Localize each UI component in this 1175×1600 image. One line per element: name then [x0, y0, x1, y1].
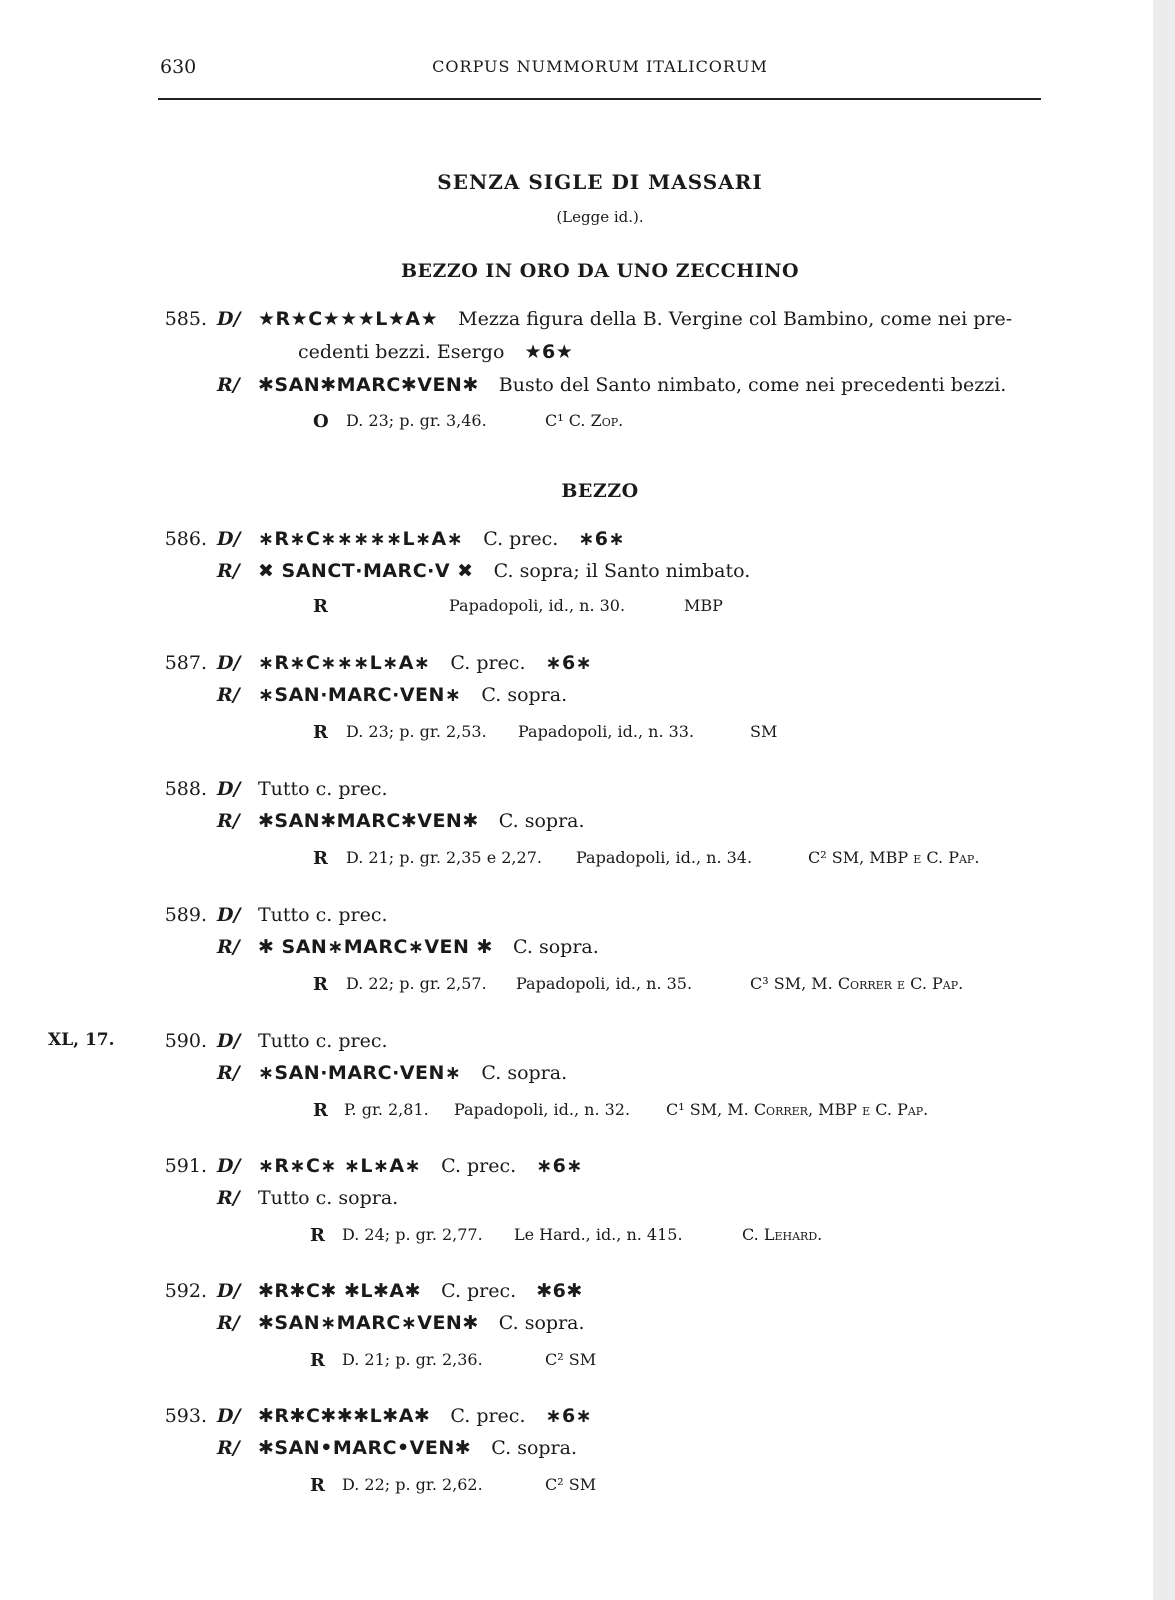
obverse-description: C. prec.	[450, 652, 526, 674]
entry-number: 586.	[164, 528, 207, 550]
reference-line	[0, 411, 1100, 437]
rarity-mark: R	[313, 596, 328, 617]
reference-line	[0, 1350, 1100, 1376]
reverse-line	[0, 1187, 1100, 1219]
reverse-legend: ✱SAN✱MARC✱VEN✱	[258, 374, 479, 396]
obverse-legend: ★R★C★★★L★A★	[258, 308, 439, 330]
obverse-line	[0, 904, 1100, 936]
exergue-legend: ∗6∗	[578, 528, 625, 550]
obverse-legend: ∗R∗C∗∗∗L∗A∗	[258, 652, 431, 674]
reference-a: D. 24; p. gr. 2,77.	[342, 1225, 483, 1244]
obverse-description: C. prec.	[441, 1280, 517, 1302]
entry-number: 590.	[164, 1030, 207, 1052]
page-edge-shadow	[1153, 0, 1175, 1600]
reverse-line	[0, 1062, 1100, 1094]
reverse-line	[0, 810, 1100, 842]
reverse-mark: R/	[217, 560, 240, 582]
reverse-mark: R/	[217, 1312, 240, 1334]
rarity-mark: O	[313, 411, 329, 432]
exergue-legend: ∗6∗	[536, 1155, 583, 1177]
obverse-mark: D/	[217, 1405, 241, 1427]
reverse-legend: ∗SAN·MARC·VEN∗	[258, 1062, 462, 1084]
obverse-description: C. prec.	[450, 1405, 526, 1427]
obverse-legend: ∗R∗C∗ ∗L∗A∗	[258, 1155, 422, 1177]
reference-a: Papadopoli, id., n. 30.	[449, 596, 626, 615]
running-title: CORPUS NUMMORUM ITALICORUM	[432, 57, 768, 76]
entry-number: 591.	[164, 1155, 207, 1177]
reference-a: D. 22; p. gr. 2,62.	[342, 1475, 483, 1494]
reverse-line	[0, 684, 1100, 716]
obverse-mark: D/	[217, 778, 241, 800]
obverse-line	[0, 1030, 1100, 1062]
obverse-legend: ∗R∗C∗∗∗∗∗L∗A∗	[258, 528, 464, 550]
reverse-legend: ✱SAN∗MARC∗VEN✱	[258, 1312, 479, 1334]
obverse-description: C. prec.	[441, 1155, 517, 1177]
entry-number: 588.	[164, 778, 207, 800]
reference-line	[0, 596, 1100, 622]
reverse-legend: ✖ SANCT·MARC·V ✖	[258, 560, 474, 582]
reference-c: C¹ SM, M. Correr, MBP e C. Pap.	[666, 1100, 929, 1119]
reference-b: C¹ C. Zop.	[545, 411, 624, 430]
reverse-line	[0, 1437, 1100, 1469]
obverse-legend: ✱R✱C✱ ✱L✱A✱	[258, 1280, 422, 1302]
obverse-line	[0, 528, 1100, 560]
page-header	[160, 56, 1040, 86]
reference-b: Papadopoli, id., n. 33.	[518, 722, 695, 741]
reference-a: P. gr. 2,81.	[344, 1100, 429, 1119]
entry-number: 592.	[164, 1280, 207, 1302]
reference-line	[0, 1475, 1100, 1501]
obverse-mark: D/	[217, 1280, 241, 1302]
reference-b: Papadopoli, id., n. 34.	[576, 848, 753, 867]
reference-c: C³ SM, M. Correr e C. Pap.	[750, 974, 964, 993]
obverse-description: Tutto c. prec.	[258, 1030, 388, 1052]
reverse-description: C. sopra.	[513, 936, 599, 958]
rarity-mark: R	[313, 848, 328, 869]
reference-b: C² SM	[545, 1350, 597, 1369]
obverse-description: Mezza figura della B. Vergine col Bambino, come nei pre-	[458, 308, 1013, 330]
reverse-line	[0, 560, 1100, 592]
reverse-description: C. sopra.	[481, 1062, 568, 1084]
reverse-mark: R/	[217, 1062, 240, 1084]
reverse-description: C. sopra.	[491, 1437, 577, 1459]
rarity-mark: R	[310, 1225, 325, 1246]
obverse-line	[0, 1405, 1100, 1437]
reference-a: D. 23; p. gr. 2,53.	[346, 722, 487, 741]
obverse-continuation	[0, 341, 1100, 373]
obverse-description: C. prec.	[483, 528, 559, 550]
obverse-mark: D/	[217, 1155, 241, 1177]
obverse-mark: D/	[217, 1030, 241, 1052]
obverse-line	[0, 1280, 1100, 1312]
section-title-bezzo-oro: BEZZO IN ORO DA UNO ZECCHINO	[400, 260, 800, 282]
reference-b: Papadopoli, id., n. 32.	[454, 1100, 631, 1119]
reverse-description: C. sopra.	[481, 684, 568, 706]
reference-c: C² SM, MBP e C. Pap.	[808, 848, 980, 867]
rarity-mark: R	[313, 722, 328, 743]
obverse-legend: ✱R✱C✱✱✱L✱A✱	[258, 1405, 431, 1427]
reference-a: D. 22; p. gr. 2,57.	[346, 974, 487, 993]
reverse-mark: R/	[217, 684, 240, 706]
obverse-description-cont: cedenti bezzi. Esergo	[298, 341, 505, 363]
exergue-legend: ∗6∗	[545, 1405, 593, 1427]
reference-c: C. Lehard.	[742, 1225, 823, 1244]
exergue-legend: ★6★	[524, 341, 574, 363]
header-rule	[158, 98, 1041, 100]
reverse-description: Busto del Santo nimbato, come nei precedenti bezzi.	[498, 374, 1007, 396]
reverse-mark: R/	[217, 1187, 240, 1209]
reference-line	[0, 1100, 1100, 1126]
entry-number: 589.	[164, 904, 207, 926]
entry-number: 593.	[164, 1405, 207, 1427]
obverse-line	[0, 778, 1100, 810]
reference-a: D. 23; p. gr. 3,46.	[346, 411, 487, 430]
rarity-mark: R	[310, 1475, 325, 1496]
section-title-bezzo: BEZZO	[561, 480, 639, 502]
exergue-legend: ✱6✱	[536, 1280, 583, 1302]
reverse-legend: ✱SAN✱MARC✱VEN✱	[258, 810, 479, 832]
obverse-mark: D/	[217, 904, 241, 926]
reverse-legend: ✱SAN•MARC•VEN✱	[258, 1437, 472, 1459]
obverse-mark: D/	[217, 652, 241, 674]
main-heading: SENZA SIGLE DI MASSARI	[437, 170, 763, 194]
obverse-mark: D/	[217, 308, 241, 330]
reference-b: Papadopoli, id., n. 35.	[516, 974, 693, 993]
law-note: (Legge id.).	[556, 208, 644, 226]
entry-number: 587.	[164, 652, 207, 674]
obverse-line	[0, 652, 1100, 684]
obverse-line	[0, 308, 1100, 340]
rarity-mark: R	[313, 1100, 328, 1121]
rarity-mark: R	[310, 1350, 325, 1371]
reverse-description: C. sopra; il Santo nimbato.	[493, 560, 751, 582]
obverse-mark: D/	[217, 528, 241, 550]
obverse-description: Tutto c. prec.	[258, 778, 388, 800]
reverse-description: Tutto c. sopra.	[258, 1187, 399, 1209]
reference-a: D. 21; p. gr. 2,35 e 2,27.	[346, 848, 542, 867]
reverse-mark: R/	[217, 936, 240, 958]
rarity-mark: R	[313, 974, 328, 995]
reverse-mark: R/	[217, 810, 240, 832]
reverse-legend: ✱ SAN∗MARC∗VEN ✱	[258, 936, 493, 958]
reference-line	[0, 848, 1100, 874]
reference-line	[0, 974, 1100, 1000]
reference-b: C² SM	[545, 1475, 597, 1494]
reference-a: D. 21; p. gr. 2,36.	[342, 1350, 483, 1369]
page-number: 630	[160, 56, 197, 78]
obverse-line	[0, 1155, 1100, 1187]
obverse-description: Tutto c. prec.	[258, 904, 388, 926]
plate-reference: XL, 17.	[48, 1030, 115, 1050]
reverse-description: C. sopra.	[498, 810, 585, 832]
reference-b: MBP	[684, 596, 723, 615]
reverse-mark: R/	[217, 1437, 240, 1459]
reverse-legend: ∗SAN·MARC·VEN∗	[258, 684, 462, 706]
reverse-mark: R/	[217, 374, 240, 396]
reverse-line	[0, 1312, 1100, 1344]
reference-b: Le Hard., id., n. 415.	[514, 1225, 683, 1244]
reference-line	[0, 1225, 1100, 1251]
reverse-description: C. sopra.	[498, 1312, 585, 1334]
reverse-line	[0, 374, 1100, 406]
reference-line	[0, 722, 1100, 748]
reverse-line	[0, 936, 1100, 968]
exergue-legend: ∗6∗	[545, 652, 593, 674]
reference-c: SM	[750, 722, 778, 741]
entry-number: 585.	[164, 308, 207, 330]
